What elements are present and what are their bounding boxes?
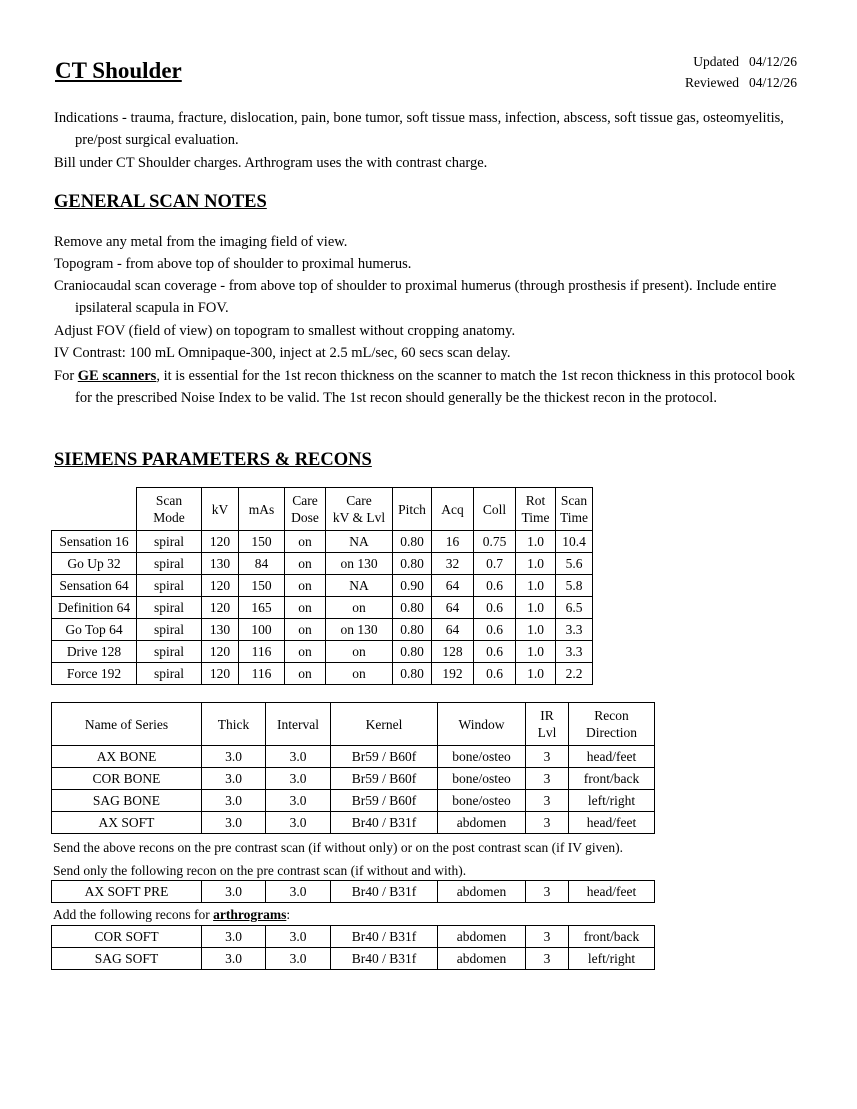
table-cell: head/feet <box>569 746 655 768</box>
table-cell: 3 <box>526 881 569 903</box>
table-cell: 3 <box>526 768 569 790</box>
revision-info <box>685 51 797 93</box>
table-cell: on 130 <box>326 619 393 641</box>
table-cell: spiral <box>137 597 202 619</box>
table-cell: head/feet <box>569 881 655 903</box>
table-cell: left/right <box>569 790 655 812</box>
note-ge-scanners: For GE scanners, it is essential for the 1st recon thickness on the scanner to match the 1st recon thickness in this protocol book for the prescribed Noise Index to be valid. The 1st recon should generally be the thickest recon in the protocol. <box>54 368 795 406</box>
table-cell: 116 <box>239 641 285 663</box>
general-notes-heading: GENERAL SCAN NOTES <box>54 192 267 212</box>
table-cell: 16 <box>432 531 474 553</box>
table-row <box>52 663 593 685</box>
table-row <box>52 619 593 641</box>
table-cell: AX SOFT <box>52 812 202 834</box>
table-cell: SAG SOFT <box>52 948 202 970</box>
table-cell: 116 <box>239 663 285 685</box>
table-cell: 3.0 <box>202 746 266 768</box>
table-cell: 0.6 <box>474 663 516 685</box>
table-cell: 1.0 <box>516 597 556 619</box>
table-cell: 3.0 <box>266 768 331 790</box>
table-cell: 192 <box>432 663 474 685</box>
table-cell: 3 <box>526 948 569 970</box>
table-cell: Br59 / B60f <box>331 790 438 812</box>
table-cell: NA <box>326 531 393 553</box>
table-cell: on <box>285 531 326 553</box>
table-cell: 0.75 <box>474 531 516 553</box>
table-cell: 3.3 <box>556 641 593 663</box>
recon-table <box>51 702 655 834</box>
table-cell: 0.90 <box>393 575 432 597</box>
table-row <box>52 926 655 948</box>
table-cell: Definition 64 <box>52 597 137 619</box>
table-row <box>52 531 593 553</box>
table-row <box>52 948 655 970</box>
table-cell: Br40 / B31f <box>331 881 438 903</box>
table-cell: on <box>285 553 326 575</box>
recons-header-3: Kernel <box>331 703 438 746</box>
table-cell: Sensation 16 <box>52 531 137 553</box>
table-cell: 120 <box>202 575 239 597</box>
table-row <box>52 790 655 812</box>
table-cell: 3.0 <box>266 926 331 948</box>
siemens-header-9: Scan Time <box>556 488 593 531</box>
table-cell: 0.6 <box>474 597 516 619</box>
table-cell: Drive 128 <box>52 641 137 663</box>
table-cell: 120 <box>202 531 239 553</box>
table-cell: Sensation 64 <box>52 575 137 597</box>
table-cell: spiral <box>137 619 202 641</box>
table-cell: Br40 / B31f <box>331 948 438 970</box>
table-cell: front/back <box>569 926 655 948</box>
siemens-header-3: Care Dose <box>285 488 326 531</box>
table-cell: 0.80 <box>393 553 432 575</box>
table-cell: Go Top 64 <box>52 619 137 641</box>
table-row <box>52 812 655 834</box>
table-row <box>52 597 593 619</box>
siemens-header-2: mAs <box>239 488 285 531</box>
table-cell: 150 <box>239 575 285 597</box>
table-cell: 120 <box>202 663 239 685</box>
note-contrast: IV Contrast: 100 mL Omnipaque-300, inject at 2.5 mL/sec, 60 secs scan delay. <box>54 345 511 361</box>
table-cell: left/right <box>569 948 655 970</box>
table-cell: on <box>326 641 393 663</box>
table-cell: 0.80 <box>393 597 432 619</box>
table-cell: 128 <box>432 641 474 663</box>
table-cell: abdomen <box>438 881 526 903</box>
updated-date: 04/12/26 <box>748 54 797 69</box>
table-cell: 5.8 <box>556 575 593 597</box>
table-cell: on <box>326 597 393 619</box>
recons-header-2: Interval <box>266 703 331 746</box>
page-title: CT Shoulder <box>55 58 182 83</box>
table-cell: front/back <box>569 768 655 790</box>
table-cell: bone/osteo <box>438 746 526 768</box>
table-cell: spiral <box>137 641 202 663</box>
table-cell: abdomen <box>438 812 526 834</box>
table-cell: 3.0 <box>202 812 266 834</box>
recons-header-5: IR Lvl <box>526 703 569 746</box>
table-cell: bone/osteo <box>438 790 526 812</box>
siemens-header-1: kV <box>202 488 239 531</box>
pre-contrast-recon-table <box>51 880 655 903</box>
table-cell: 64 <box>432 597 474 619</box>
table-row <box>52 641 593 663</box>
indications-text: Indications - trauma, fracture, dislocation, pain, bone tumor, soft tissue mass, infection, abscess, soft tissue gas, osteomyelitis, pre/post surgical evaluation. <box>54 110 784 148</box>
table-cell: 130 <box>202 619 239 641</box>
note-topogram: Topogram - from above top of shoulder to proximal humerus. <box>54 256 412 272</box>
table-cell: 0.80 <box>393 531 432 553</box>
table-cell: on <box>326 663 393 685</box>
table-cell: Br40 / B31f <box>331 926 438 948</box>
table-cell: 0.6 <box>474 619 516 641</box>
table-cell: 3.0 <box>202 926 266 948</box>
note-fov: Adjust FOV (field of view) on topogram to smallest without cropping anatomy. <box>54 323 516 339</box>
table-cell: 1.0 <box>516 575 556 597</box>
table-cell: 0.7 <box>474 553 516 575</box>
table-cell: 1.0 <box>516 553 556 575</box>
table-cell: on <box>285 619 326 641</box>
table-cell: spiral <box>137 531 202 553</box>
table-cell: Force 192 <box>52 663 137 685</box>
table-cell: 3.0 <box>266 948 331 970</box>
siemens-header-8: Rot Time <box>516 488 556 531</box>
siemens-heading: SIEMENS PARAMETERS & RECONS <box>54 450 372 470</box>
table-cell: 150 <box>239 531 285 553</box>
siemens-header-0: Scan Mode <box>137 488 202 531</box>
ge-scanners-link: GE scanners <box>77 368 157 384</box>
table-cell: 10.4 <box>556 531 593 553</box>
table-cell: SAG BONE <box>52 790 202 812</box>
table-cell: Br59 / B60f <box>331 768 438 790</box>
recons-header-0: Name of Series <box>52 703 202 746</box>
table-cell: on <box>285 641 326 663</box>
table-cell: 3 <box>526 812 569 834</box>
table-cell: AX BONE <box>52 746 202 768</box>
table-cell: 0.80 <box>393 619 432 641</box>
table-row <box>52 881 655 903</box>
note-metal: Remove any metal from the imaging field of view. <box>54 234 348 250</box>
table-cell: 165 <box>239 597 285 619</box>
recon-note-1: Send the above recons on the pre contrast scan (if without only) or on the post contrast scan (if IV given). <box>53 840 623 855</box>
table-cell: 3 <box>526 746 569 768</box>
recon-note-2: Send only the following recon on the pre contrast scan (if without and with). <box>53 863 467 878</box>
table-cell: 0.80 <box>393 663 432 685</box>
table-cell: 3.3 <box>556 619 593 641</box>
note-coverage: Craniocaudal scan coverage - from above top of shoulder to proximal humerus (through prosthesis if present). Include entire ipsilateral scapula in FOV. <box>54 278 777 316</box>
table-cell: 64 <box>432 575 474 597</box>
recon-note-3: Add the following recons for arthrograms: <box>53 907 291 922</box>
recons-header-6: Recon Direction <box>569 703 655 746</box>
table-cell: on <box>285 575 326 597</box>
table-cell: 1.0 <box>516 619 556 641</box>
table-cell: 0.80 <box>393 641 432 663</box>
table-cell: Br40 / B31f <box>331 812 438 834</box>
recons-header-1: Thick <box>202 703 266 746</box>
table-cell: 84 <box>239 553 285 575</box>
arthrograms-link: arthrograms <box>213 907 287 922</box>
siemens-header-7: Coll <box>474 488 516 531</box>
table-cell: 5.6 <box>556 553 593 575</box>
reviewed-label: Reviewed <box>685 75 739 90</box>
table-cell: 0.6 <box>474 575 516 597</box>
table-cell: 3.0 <box>202 881 266 903</box>
table-cell: Br59 / B60f <box>331 746 438 768</box>
recons-header-4: Window <box>438 703 526 746</box>
table-cell: 2.2 <box>556 663 593 685</box>
table-cell: 3.0 <box>202 790 266 812</box>
table-cell: spiral <box>137 575 202 597</box>
table-cell: 100 <box>239 619 285 641</box>
table-row <box>52 553 593 575</box>
table-cell: 32 <box>432 553 474 575</box>
table-cell: 120 <box>202 641 239 663</box>
table-cell: bone/osteo <box>438 768 526 790</box>
table-cell: NA <box>326 575 393 597</box>
table-cell: 3.0 <box>202 948 266 970</box>
table-cell: 1.0 <box>516 663 556 685</box>
table-cell: 64 <box>432 619 474 641</box>
siemens-header-6: Acq <box>432 488 474 531</box>
table-cell: 3.0 <box>266 790 331 812</box>
reviewed-date: 04/12/26 <box>748 75 797 90</box>
updated-label: Updated <box>693 54 739 69</box>
siemens-header-4: Care kV & Lvl <box>326 488 393 531</box>
table-cell: spiral <box>137 663 202 685</box>
scan-parameters-table <box>51 487 593 685</box>
table-cell: on <box>285 663 326 685</box>
table-cell: on 130 <box>326 553 393 575</box>
table-cell: 3 <box>526 926 569 948</box>
table-cell: Go Up 32 <box>52 553 137 575</box>
arthrogram-recon-table <box>51 925 655 970</box>
table-cell: 3.0 <box>266 812 331 834</box>
billing-text: Bill under CT Shoulder charges. Arthrogram uses the with contrast charge. <box>54 155 488 171</box>
table-cell: 3.0 <box>202 768 266 790</box>
table-cell: head/feet <box>569 812 655 834</box>
table-row <box>52 768 655 790</box>
table-row <box>52 746 655 768</box>
table-cell: 1.0 <box>516 531 556 553</box>
table-cell: abdomen <box>438 926 526 948</box>
table-cell: 120 <box>202 597 239 619</box>
table-cell: 1.0 <box>516 641 556 663</box>
table-cell: 3.0 <box>266 746 331 768</box>
table-cell: on <box>285 597 326 619</box>
table-cell: 3 <box>526 790 569 812</box>
table-cell: 130 <box>202 553 239 575</box>
table-cell: COR BONE <box>52 768 202 790</box>
table-cell: 3.0 <box>266 881 331 903</box>
table-cell: spiral <box>137 553 202 575</box>
table-cell: COR SOFT <box>52 926 202 948</box>
table-cell: 6.5 <box>556 597 593 619</box>
table-cell: 0.6 <box>474 641 516 663</box>
table-cell: abdomen <box>438 948 526 970</box>
table-row <box>52 575 593 597</box>
table-cell: AX SOFT PRE <box>52 881 202 903</box>
siemens-header-5: Pitch <box>393 488 432 531</box>
